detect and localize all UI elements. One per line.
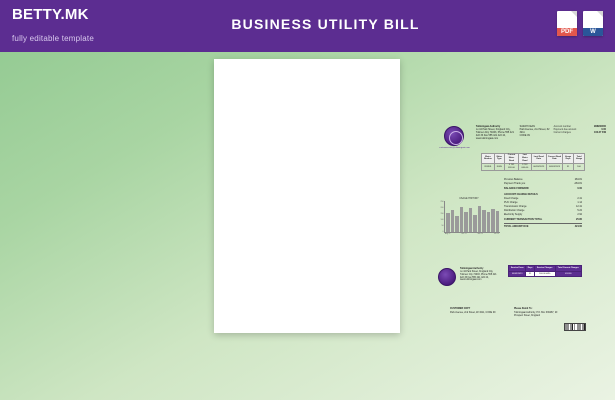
- meter-cell: 203301: [482, 163, 495, 171]
- chart-bar: [473, 215, 477, 233]
- chart-plot-area: [444, 201, 500, 233]
- brand-logo: BETTY.MK: [12, 6, 89, 23]
- charge-label: Previous Balance: [504, 177, 523, 181]
- barcode: [564, 323, 586, 331]
- chart-x-axis-labels: [444, 233, 500, 235]
- previous-due-label: Payment due amount: [553, 128, 577, 131]
- brand-block: [12, 7, 94, 43]
- summary-cell: 06/03/2023: [509, 271, 526, 277]
- remittance-label: Please Remit To:: [514, 308, 533, 310]
- chart-x-tick: Aug 22: [445, 233, 451, 235]
- chart-bar: [464, 212, 468, 232]
- meter-col-header: Last Meter Read: [519, 153, 532, 163]
- remittance-block: [514, 308, 564, 318]
- chart-bar: [496, 211, 500, 232]
- page-title: BUSINESS UTILITY BILL: [231, 16, 420, 32]
- summary-cell: 160.00 kWh: [534, 271, 555, 277]
- chart-x-tick: Mar 23: [477, 233, 483, 235]
- chart-y-tick: 200: [440, 206, 444, 209]
- current-charges-value: 160.37 KW: [594, 131, 606, 134]
- meter-cell: KWH: [494, 163, 504, 171]
- utility-bill: [436, 125, 606, 347]
- chart-y-tick: 250: [440, 201, 444, 203]
- summary-col-header: Service From: [509, 266, 526, 272]
- meter-cell: 06/03/2023: [546, 163, 562, 171]
- meter-cell: 160: [574, 163, 585, 171]
- meter-cell: 3 742 820.00: [504, 163, 518, 171]
- chart-bar: [446, 213, 450, 232]
- customer-copy-address: Park Avenue, 2nd Street, #2 3211, CODE 09: [450, 311, 496, 314]
- meter-cell: 31: [563, 163, 574, 171]
- previous-due-value: 0.00: [601, 128, 606, 131]
- chart-y-tick: 150: [440, 212, 444, 215]
- charge-value: 5.22: [577, 208, 582, 212]
- chart-title: USAGE HISTORY: [459, 197, 479, 200]
- footer-utility-address: no 44 Park Street, Kingland City, Tulimen City 74003, Phone 555 421 422 33 Fax 555 421 422 44, www.tulimingaai.com: [460, 270, 497, 282]
- chart-bar: [455, 216, 459, 232]
- bill-header-row: [436, 125, 606, 150]
- meter-usage-table: [481, 153, 585, 172]
- chart-bar: [451, 210, 455, 232]
- footer-utility-address-block: [460, 268, 500, 286]
- chart-y-tick: 100: [440, 218, 444, 221]
- charge-line: [504, 181, 582, 185]
- charge-label: TOTAL AMOUNT DUE: [504, 224, 529, 228]
- customer-copy-block: [450, 308, 496, 315]
- utility-address-block: [476, 125, 517, 150]
- utility-seal-icon-footer: [438, 268, 456, 286]
- charge-line: [504, 212, 582, 216]
- footer-utility-name: Tulimingaai Authority: [460, 268, 484, 270]
- charge-value: 25.80: [576, 218, 582, 221]
- customer-address-line1: Park Avenue, 2nd Street, #2 3211: [519, 128, 550, 134]
- account-summary-block: [554, 125, 606, 150]
- chart-bar: [460, 207, 464, 232]
- app-header: [0, 0, 615, 52]
- charge-label: Fixed Charge: [504, 196, 519, 200]
- service-summary-table: [508, 265, 582, 277]
- chart-y-tick: 0: [442, 230, 444, 233]
- meter-cell: 06/03/2023: [531, 163, 546, 171]
- summary-col-header: Service Charges: [534, 266, 555, 272]
- summary-col-header: Days: [527, 267, 533, 269]
- utility-address: no 44 Park Street, Kingland City, Tulimen City 74003, Phone 555 421 422 33 Fax 555 421 422 44, www.tulimingaai.com: [475, 128, 514, 140]
- charge-value: -284.81: [573, 181, 582, 185]
- customer-name: SARAH KEAN: [519, 125, 536, 128]
- meter-col-header: Current Meter Read: [504, 153, 518, 163]
- summary-cell: 31: [526, 271, 535, 277]
- chart-bar: [482, 210, 486, 232]
- charge-label: CURRENT TRANSACTION TOTAL: [504, 218, 543, 221]
- charges-breakdown: [504, 177, 582, 228]
- document-page[interactable]: [214, 59, 606, 333]
- current-charges-label: Current charges: [553, 131, 571, 134]
- charge-value: 0.00: [577, 187, 582, 190]
- table-row: [509, 271, 582, 277]
- charge-value: 12.41: [576, 204, 582, 208]
- utility-seal-caption: customercare@tulimingaai.com: [439, 147, 470, 149]
- meter-col-header: Meter Number: [482, 153, 495, 163]
- chart-bar: [469, 208, 473, 232]
- meter-cell: 3 742 660.00: [519, 163, 532, 171]
- chart-x-tick: Jun 23: [493, 233, 499, 235]
- chart-x-tick: Dec 22: [461, 233, 467, 235]
- charge-label: Electricity Supply: [504, 212, 523, 216]
- account-number-label: Account number: [553, 125, 572, 128]
- chart-bar: [487, 212, 491, 232]
- customer-copy-label: CUSTOMER COPY: [450, 308, 471, 310]
- remittance-address: Tulimingaai Authority, P.O. Box 339287, 2F Prospect Street, Kingland: [514, 311, 558, 317]
- pdf-file-icon-label: PDF: [557, 28, 577, 36]
- meter-col-header: Meter Type: [494, 153, 504, 163]
- table-row: [482, 163, 585, 171]
- charge-label: Distribution Charge: [504, 208, 525, 212]
- charge-value: 284.81: [574, 177, 582, 181]
- meter-col-header: Current Read Date: [546, 153, 562, 163]
- brand-tagline: fully editable template: [12, 33, 94, 43]
- customer-address-block: [520, 125, 551, 150]
- customer-address-line2: CODE 09: [519, 134, 530, 137]
- charge-label: PUC Charge: [504, 200, 518, 204]
- file-format-icons: [557, 11, 603, 36]
- meter-col-header: Last Read Date: [531, 153, 546, 163]
- charge-value: 424.60: [574, 224, 582, 228]
- chart-bar: [478, 206, 482, 232]
- summary-col-header: Total Current Charges: [555, 266, 581, 272]
- charge-value: 1.14: [577, 200, 582, 204]
- utility-name: Tulimingaai Authority: [475, 125, 501, 128]
- charge-label: BALANCE FORWARD: [504, 187, 529, 190]
- charge-line: [504, 218, 582, 222]
- utility-seal-block: [436, 125, 473, 150]
- summary-cell: 424.60: [555, 271, 581, 277]
- charge-line: [504, 223, 582, 229]
- account-number-value: 988290000: [594, 125, 606, 128]
- pdf-file-icon[interactable]: [557, 11, 577, 36]
- word-file-icon-label: W: [583, 28, 603, 36]
- usage-history-chart: [438, 197, 500, 239]
- charge-line: [504, 187, 582, 191]
- charge-label: Payment Thank you: [504, 181, 526, 185]
- charge-label: ACCOUNT CHARGE DETAILS: [504, 192, 538, 196]
- footer-utility-block: [438, 268, 500, 286]
- meter-col-header: Usage Days: [563, 153, 574, 163]
- chart-y-tick: 50: [441, 224, 444, 227]
- charge-value: 2.41: [577, 196, 582, 200]
- word-file-icon[interactable]: [583, 11, 603, 36]
- meter-col-header: Total Usage: [574, 153, 585, 163]
- charge-value: 2.92: [577, 212, 582, 216]
- chart-bar: [491, 209, 495, 232]
- utility-seal-icon: [444, 126, 464, 146]
- charge-label: Transmission Charge: [504, 204, 527, 208]
- meter-usage-header-row: [482, 153, 585, 163]
